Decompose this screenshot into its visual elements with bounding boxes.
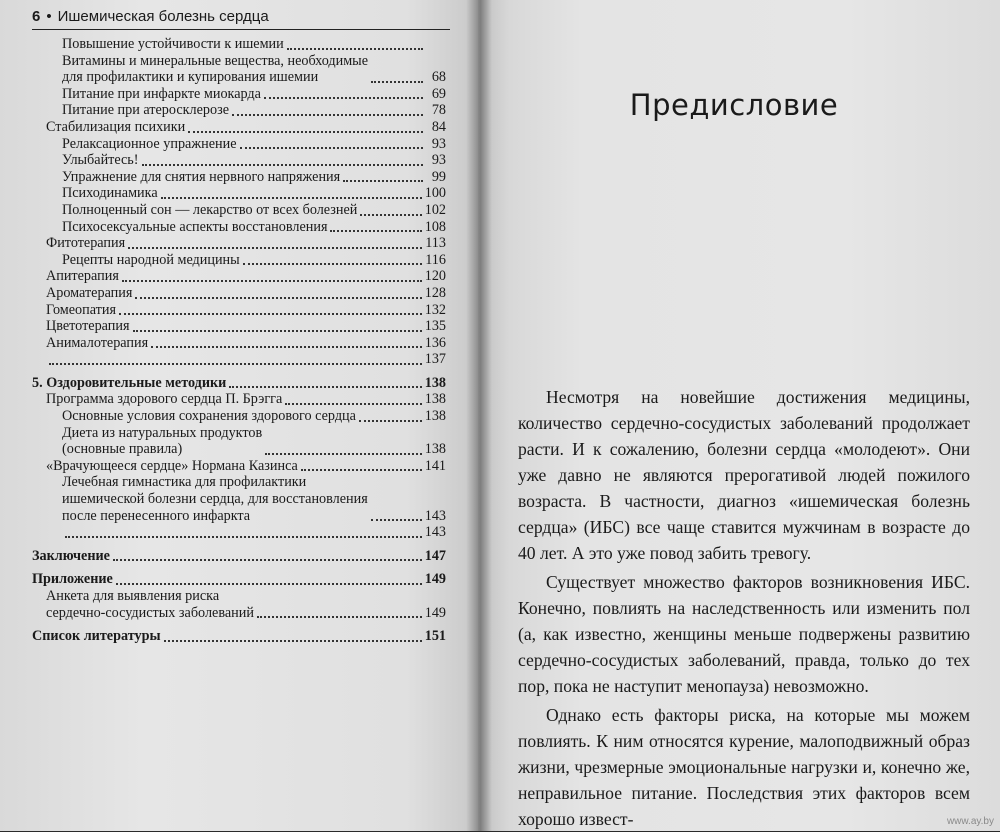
toc-entry-page: 78 (431, 102, 446, 119)
toc-dot-leader (301, 469, 422, 471)
toc-dot-leader (240, 147, 423, 149)
toc-entry-page: 113 (425, 235, 446, 252)
left-page (0, 0, 478, 831)
toc-entry-page: 147 (424, 547, 446, 564)
toc-entry-page: 120 (424, 268, 446, 285)
toc-dot-leader (49, 363, 422, 365)
toc-entry-page: 68 (431, 69, 446, 86)
toc-entry-page: 151 (424, 628, 446, 645)
running-title: Ишемическая болезнь сердца (57, 8, 269, 25)
toc-entry (32, 185, 446, 202)
toc-entry-title: Стабилизация психики (46, 118, 186, 135)
toc-entry-page: 132 (424, 301, 446, 318)
page-number: 6 (32, 8, 41, 25)
toc-dot-leader (65, 536, 422, 538)
toc-entry (32, 136, 446, 153)
toc-entry (32, 119, 446, 136)
toc-entry (32, 408, 446, 425)
toc-entry-page: 135 (424, 318, 446, 335)
toc-entry (32, 219, 446, 236)
toc-entry-page: 138 (424, 408, 446, 425)
toc-entry-title: Психодинамика (62, 185, 158, 202)
toc-entry (32, 548, 446, 565)
toc-entry-title: Анкета для выявления риска сердечно-сосудистых заболеваний (46, 588, 254, 621)
toc-entry-title: Диета из натуральных продуктов (основные правила) (62, 424, 263, 458)
toc-entry (32, 285, 446, 302)
toc-entry (32, 53, 446, 86)
toc-entry (32, 335, 446, 352)
toc-entry-page: 93 (431, 135, 446, 152)
toc-entry-title: Ароматерапия (46, 284, 133, 301)
paragraph: Однако есть факторы риска, на которые мы можем повлиять. К ним относятся курение, малоподвижный образ жизни, чрезмерные эмоциональные нагрузки и, конечно же, неправильное питание. Последствия этих факторов всем хорошо извест- (518, 705, 970, 829)
toc-dot-leader (135, 297, 421, 299)
toc-dot-leader (161, 197, 422, 199)
toc-entry-page: 143 (424, 524, 446, 541)
toc-entry-title: «Врачующееся сердце» Нормана Казинса (46, 457, 298, 474)
toc-entry (32, 391, 446, 408)
toc-entry-title: Фитотерапия (46, 235, 126, 252)
toc-entry-title: Полноценный сон — лекарство от всех болезней (62, 201, 358, 218)
toc-dot-leader (122, 280, 422, 282)
toc-entry-page: 84 (431, 118, 446, 135)
toc-entry (32, 36, 446, 53)
toc-entry-page: 128 (424, 284, 446, 301)
toc-dot-leader (128, 247, 422, 249)
toc-entry (32, 458, 446, 475)
toc-entry (32, 425, 446, 458)
toc-dot-leader (113, 559, 422, 561)
toc-entry (32, 268, 446, 285)
toc-dot-leader (343, 180, 423, 182)
toc-entry-title: Анималотерапия (46, 334, 149, 351)
toc-entry (32, 318, 446, 335)
preface-body (518, 384, 970, 832)
running-head (32, 8, 450, 30)
toc-entry-page: 149 (424, 604, 446, 621)
toc-entry-page: 143 (424, 507, 446, 524)
toc-entry-title: Гомеопатия (46, 301, 116, 318)
paragraph: Несмотря на новейшие достижения медицины, количество сердечно-сосудистых заболеваний продолжает расти. И к сожалению, болезни сердца «молодеют». Они уже давно не являются прерогативой людей пожилого возраста. В частности, диагноз «ишемическая болезнь сердца» (ИБС) все чаще ставится мужчинам в возрасте до 40 лет. А это уже повод забить тревогу. (518, 387, 970, 563)
toc-entry-page: 138 (424, 441, 446, 458)
toc-entry-title: Питание при инфаркте миокарда (62, 85, 261, 102)
paragraph: Существует множество факторов возникновения ИБС. Конечно, повлиять на наследственность или изменить пол (а, как известно, женщины меньше подвержены развитию сердечно-сосудистых заболеваний, правда, только до тех пор, пока не наступит менопауза) невозможно. (518, 572, 970, 696)
toc-dot-leader (133, 330, 422, 332)
separator-bullet: • (46, 8, 52, 25)
toc-dot-leader (151, 346, 422, 348)
toc-entry-page: 69 (431, 85, 446, 102)
toc-dot-leader (142, 164, 423, 166)
toc-entry-title: Психосексуальные аспекты восстановления (62, 218, 328, 235)
toc-entry-title: Цветотерапия (46, 318, 130, 335)
toc-entry (32, 474, 446, 524)
toc-entry-title: Программа здорового сердца П. Брэгга (46, 391, 283, 408)
toc-entry-title: Приложение (32, 571, 113, 588)
watermark: www.ay.by (946, 816, 994, 827)
toc-dot-leader (188, 131, 423, 133)
toc-entry-title: Релаксационное упражнение (62, 135, 237, 152)
toc-entry-title: Основные условия сохранения здорового сердца (62, 408, 356, 425)
toc-entry-page: 100 (424, 185, 446, 202)
toc-dot-leader (229, 386, 421, 388)
toc-dot-leader (371, 519, 422, 521)
toc-entry-page: 99 (431, 168, 446, 185)
toc-entry-title: Витамины и минеральные вещества, необходимые для профилактики и купирования ишемии (62, 52, 369, 86)
toc-entry (32, 86, 446, 103)
toc-entry-page: 108 (424, 218, 446, 235)
toc-dot-leader (371, 81, 423, 83)
toc-entry-page: 116 (425, 251, 446, 268)
toc-entry-title: Улыбайтесь! (62, 152, 139, 169)
toc-dot-leader (285, 403, 421, 405)
toc-dot-leader (264, 97, 423, 99)
toc-entry (32, 571, 446, 588)
toc-dot-leader (243, 263, 423, 265)
toc-entry-title: Повышение устойчивости к ишемии (62, 36, 284, 52)
toc-entry (32, 202, 446, 219)
toc-dot-leader (232, 114, 423, 116)
toc-dot-leader (116, 583, 422, 585)
preface-title: Предисловие (629, 88, 839, 122)
toc-entry-title: Заключение (32, 547, 110, 564)
toc-entry-page: 149 (424, 571, 446, 588)
toc-dot-leader (360, 214, 421, 216)
toc-entry (32, 628, 446, 645)
toc-entry-title: Лечебная гимнастика для профилактики ишемической болезни сердца, для восстановления после перенесенного инфаркта (62, 474, 368, 524)
toc-entry (32, 302, 446, 319)
table-of-contents (32, 36, 460, 645)
toc-dot-leader (257, 616, 422, 618)
toc-entry (32, 102, 446, 119)
toc-dot-leader (265, 453, 422, 455)
toc-entry (32, 152, 446, 169)
toc-entry-page: 138 (424, 374, 446, 391)
toc-entry-page: 137 (424, 351, 446, 368)
toc-entry (32, 351, 446, 368)
toc-entry-title: Упражнение для снятия нервного напряжения (62, 168, 341, 185)
toc-entry-page: 138 (424, 391, 446, 408)
toc-entry-page: 93 (431, 152, 446, 169)
toc-entry-page: 141 (424, 457, 446, 474)
toc-entry (32, 524, 446, 541)
toc-entry (32, 375, 446, 392)
toc-dot-leader (164, 640, 422, 642)
toc-entry (32, 169, 446, 186)
toc-dot-leader (330, 230, 421, 232)
toc-entry (32, 588, 446, 621)
toc-entry-title: Список литературы (32, 628, 161, 645)
toc-dot-leader (359, 420, 422, 422)
toc-entry (32, 235, 446, 252)
right-page (478, 0, 1000, 831)
toc-entry-title: Рецепты народной медицины (62, 251, 240, 268)
toc-entry-page: 102 (424, 201, 446, 218)
toc-entry-title: Апитерапия (46, 268, 119, 285)
toc-entry (32, 252, 446, 269)
toc-entry-title: 5. Оздоровительные методики (32, 374, 227, 391)
toc-entry-page: 136 (424, 334, 446, 351)
toc-entry-title: Питание при атеросклерозе (62, 102, 229, 119)
toc-dot-leader (287, 48, 423, 50)
toc-dot-leader (119, 313, 422, 315)
